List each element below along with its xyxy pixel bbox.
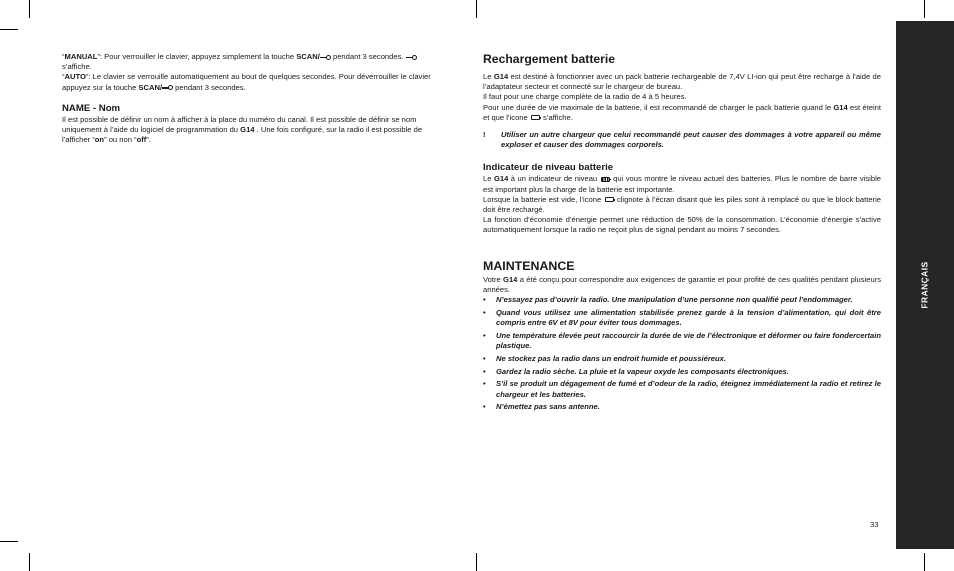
crop-mark — [0, 541, 18, 542]
maintenance-heading: MAINTENANCE — [483, 258, 575, 273]
scan-key-label: SCAN/ — [138, 82, 163, 92]
language-label-box — [899, 245, 951, 325]
crop-mark — [476, 0, 477, 18]
right-column — [483, 52, 881, 415]
manual-label: MANUAL — [64, 52, 98, 61]
indicator-heading: Indicateur de niveau batterie — [483, 162, 614, 174]
warning-note — [483, 130, 881, 150]
key-icon — [162, 85, 173, 90]
recharge-paragraph-3: Pour une durée de vie maximale de la batterie, il est recommandé de charger le pack batterie quand le G14 est éteint et que l’icone s’affiche. — [483, 102, 881, 122]
battery-empty-icon — [531, 115, 540, 120]
indicator-paragraph-3: La fonction d’économie d’énergie permet une réduction de 50% de la consommation. L’économie d’énergie s’active automatiquement lorsque la radio ne reçoit plus de signal pendant au moins 7 secondes. — [483, 215, 881, 235]
indicator-paragraph-1: Le G14 à un indicateur de niveau qui vous montre le niveau actuel des batteries. Plus le nombre de barre visible est important plus la charge de la batterie est importante. — [483, 174, 881, 194]
list-item: • Ne stockez pas la radio dans un endroit humide et poussiéreux. — [483, 353, 726, 363]
key-icon — [320, 55, 331, 60]
crop-mark — [29, 553, 30, 571]
list-item: • Une température élevée peut raccourcir la durée de vie de l’électronique et déformer ou faire fondercertain plastique. — [483, 330, 881, 351]
recharge-paragraph-2: Il faut pour une charge complète de la radio de 4 à 5 heures. — [483, 92, 687, 102]
warning-text: Utiliser un autre chargeur que celui recommandé peut causer des dommages à votre appareil ou même exploser et causer des dommages corporels. — [501, 130, 881, 150]
language-label: FRANÇAIS — [920, 261, 930, 309]
crop-mark — [0, 29, 18, 30]
list-item: • S’il se produit un dégagement de fumé et d’odeur de la radio, éteignez immédiatement la radio et retirez le chargeur et les batteries. — [483, 379, 881, 399]
auto-paragraph: “AUTO”: Le clavier se verrouille automatiquement au bout de quelques secondes. Pour déverrouiller le clavier appuyez sur la touche SCAN/ pendant 3 secondes. — [62, 72, 431, 92]
maintenance-intro: Votre G14 a été conçu pour correspondre aux exigences de garantie et pour profité de ces qualités pendant plusieurs années. — [483, 274, 881, 294]
key-icon — [406, 55, 417, 60]
crop-mark — [924, 0, 925, 18]
crop-mark — [924, 553, 925, 571]
scan-key-label: SCAN/ — [296, 52, 320, 61]
battery-empty-icon — [605, 197, 614, 202]
list-item: • N’émettez pas sans antenne. — [483, 402, 600, 412]
indicator-paragraph-2: Lorsque la batterie est vide, l’icone clignote à l’écran disant que les piles sont à remplacé ou que le block batterie doit être rechargé. — [483, 194, 881, 215]
list-item: • N’essayez pas d’ouvrir la radio. Une manipulation d’une personne non qualifié peut l’endommager. — [483, 295, 853, 305]
page-number: 33 — [870, 520, 879, 529]
warning-mark: ! — [483, 130, 486, 140]
auto-label: AUTO — [64, 72, 86, 82]
list-item: • Gardez la radio sèche. La pluie et la vapeur oxyde les composants électroniques. — [483, 366, 789, 376]
left-column — [62, 52, 448, 145]
maintenance-list — [483, 295, 881, 413]
recharge-paragraph-1: Le G14 est destiné à fonctionner avec un pack batterie rechargeable de 7,4V LI-ion qui peut être recharge à l’aide de l’adaptateur secteur et connecté sur le chargeur de bureau. — [483, 72, 881, 92]
crop-mark — [29, 0, 30, 18]
recharge-heading: Rechargement batterie — [483, 52, 616, 66]
name-paragraph: Il est possible de définir un nom à afficher à la place du numéro du canal. Il est possible de définir se nom uniquement à l’aide du logiciel de programmation du G14 . Une fois configuré, sur la radio il est possible de l’afficher “on” ou non “off”. — [62, 114, 423, 145]
list-item: • Quand vous utilisez une alimentation stabilisée prenez garde à la tension d’alimentation, qui doit être compris entre 6V et 8V pour éviter tous dommages. — [483, 307, 881, 328]
battery-level-icon — [601, 177, 610, 182]
crop-mark — [476, 553, 477, 571]
name-heading: NAME - Nom — [62, 102, 121, 114]
manual-paragraph: “MANUAL”: Pour verrouiller le clavier, appuyez simplement la touche SCAN/ pendant 3 secondes. s’affiche. — [62, 52, 448, 72]
